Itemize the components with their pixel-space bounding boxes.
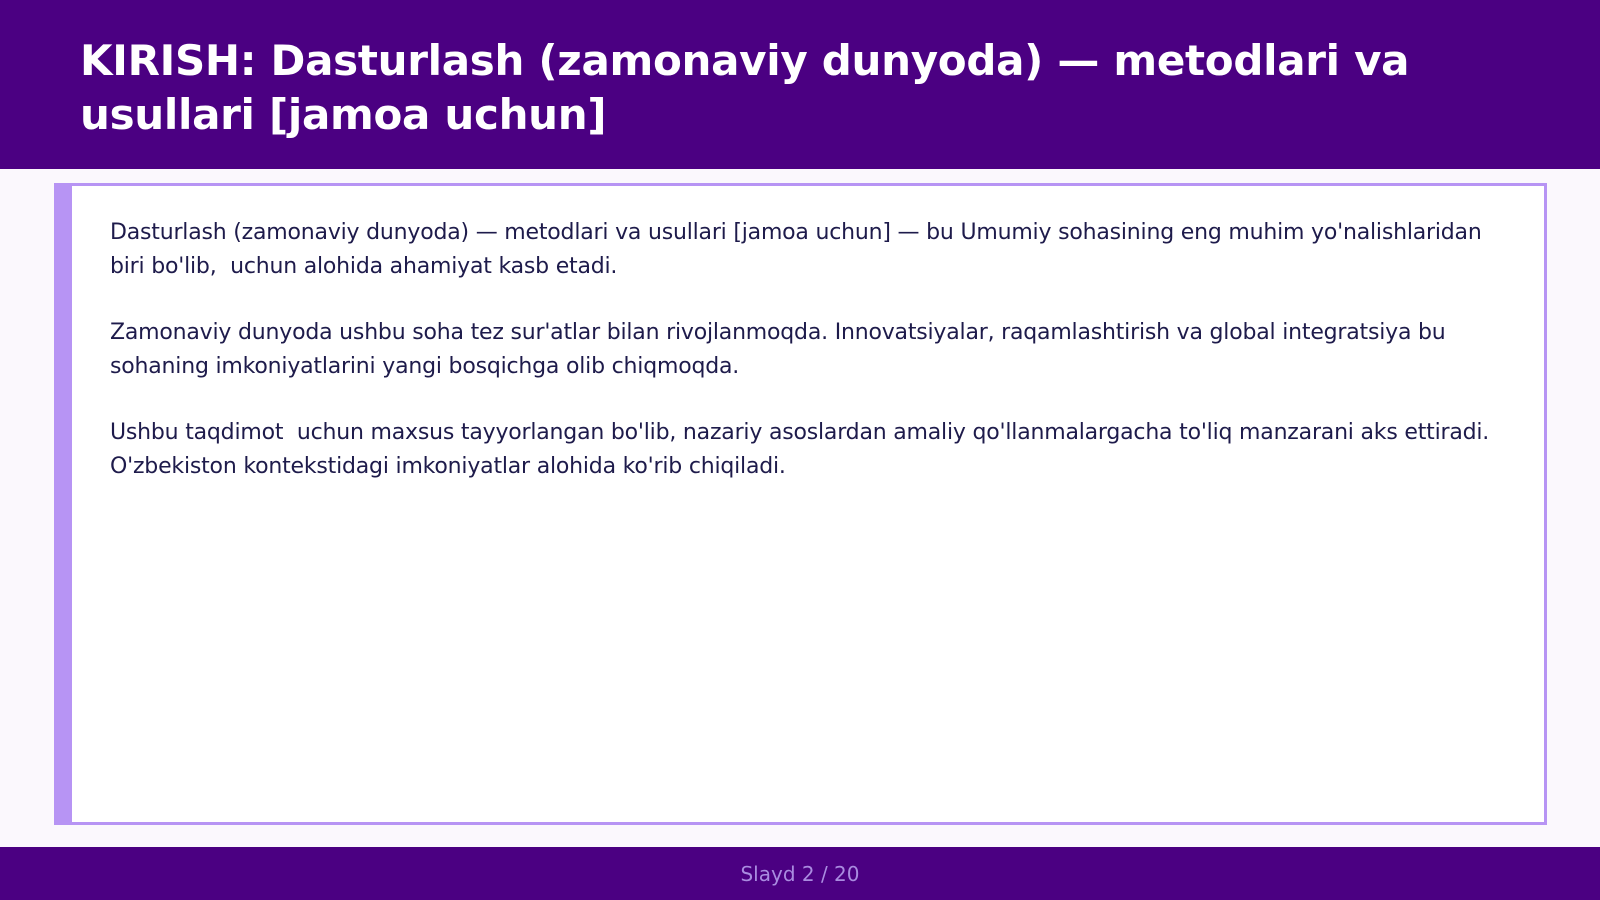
content-card xyxy=(54,183,1547,825)
paragraph-modern-world: Zamonaviy dunyoda ushbu soha tez sur'atlar bilan rivojlanmoqda. Innovatsiyalar, raqamlashtirish va global integratsiya bu sohaning imkoniyatlarini yangi bosqichga olib chiqmoqda. xyxy=(110,320,1453,379)
slide-title: KIRISH: Dasturlash (zamonaviy dunyoda) — metodlari va usullari [jamoa uchun] xyxy=(80,36,1410,139)
slide-footer xyxy=(0,847,1600,900)
paragraph-presentation: Ushbu taqdimot uchun maxsus tayyorlangan bo'lib, nazariy asoslardan amaliy qo'llanmalargacha to'liq manzarani aks ettiradi. O'zbekiston kontekstidagi imkoniyatlar alohida ko'rib chiqiladi. xyxy=(110,420,1496,479)
slide-counter: Slayd 2 / 20 xyxy=(740,861,860,886)
slide-header xyxy=(0,0,1600,169)
paragraph-intro: Dasturlash (zamonaviy dunyoda) — metodlari va usullari [jamoa uchun] — bu Umumiy sohasining eng muhim yo'nalishlaridan biri bo'lib, uchun alohida ahamiyat kasb etadi. xyxy=(110,220,1489,279)
